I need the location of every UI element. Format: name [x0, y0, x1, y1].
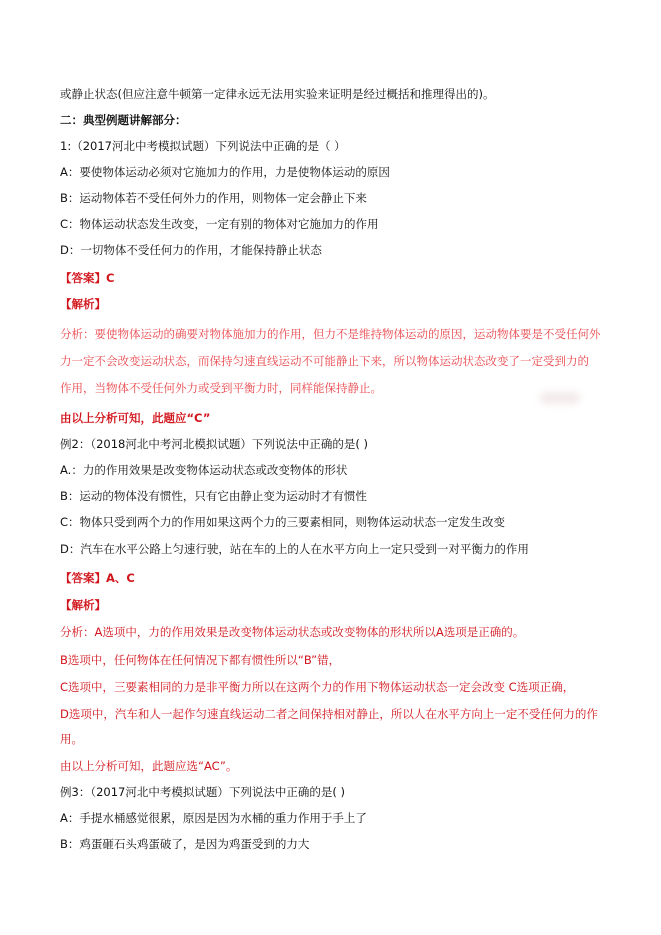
- question-2: 例2：（2018河北中考河北模拟试题）下列说法中正确的是( ): [60, 437, 368, 451]
- option-a: A：要使物体运动必须对它施加力的作用，力是使物体运动的原因: [60, 165, 390, 179]
- analysis-text: 分析：A选项中，力的作用效果是改变物体运动状态或改变物体的形状所以A选项是正确的。: [60, 625, 525, 639]
- conclusion: 由以上分析可知，此题应选“AC”。: [60, 759, 238, 773]
- option-a: A：手提水桶感觉很累，原因是因为水桶的重力作用于手上了: [60, 811, 367, 825]
- analysis-text: C选项中，三要素相同的力是非平衡力所以在这两个力的作用下物体运动状态一定会改变 C选项正确，: [60, 680, 575, 694]
- analysis-text: 分析：要使物体运动的确要对物体施加力的作用，但力不是维持物体运动的原因，运动物体要是不受任何外: [60, 327, 601, 341]
- analysis-label: 【解析】: [60, 598, 106, 612]
- text-line: 或静止状态(但应注意牛顿第一定律永远无法用实验来证明是经过概括和推理得出的)。: [60, 87, 495, 101]
- analysis-text: 作用，当物体不受任何外力或受到平衡力时，同样能保持静止。: [60, 381, 382, 395]
- blur-smudge: [540, 392, 580, 404]
- option-c: C：物体运动状态发生改变，一定有别的物体对它施加力的作用: [60, 217, 379, 231]
- question-1: 1:（2017河北中考模拟试题）下列说法中正确的是（ ）: [60, 139, 346, 153]
- option-d: D：一切物体不受任何力的作用，才能保持静止状态: [60, 243, 322, 257]
- analysis-text: 用。: [60, 732, 83, 746]
- option-b: B：运动的物体没有惯性，只有它由静止变为运动时才有惯性: [60, 489, 367, 503]
- option-b: B：鸡蛋砸石头鸡蛋破了，是因为鸡蛋受到的力大: [60, 837, 310, 851]
- section-heading: 二：典型例题讲解部分：: [60, 113, 187, 127]
- option-c: C：物体只受到两个力的作用如果这两个力的三要素相同，则物体运动状态一定发生改变: [60, 515, 506, 529]
- question-3: 例3：（2017河北中考模拟试题）下列说法中正确的是( ): [60, 785, 345, 799]
- analysis-text: D选项中，汽车和人一起作匀速直线运动二者之间保持相对静止，所以人在水平方向上一定不受任何力的作: [60, 707, 598, 721]
- answer-label: 【答案】A、C: [60, 571, 135, 585]
- analysis-text: 力一定不会改变运动状态，而保持匀速直线运动不可能静止下来，所以物体运动状态改变了一定受到力的: [60, 354, 589, 368]
- option-a: A.：力的作用效果是改变物体运动状态或改变物体的形状: [60, 463, 348, 477]
- option-d: D：汽车在水平公路上匀速行驶，站在车的上的人在水平方向上一定只受到一对平衡力的作用: [60, 542, 529, 556]
- answer-label: 【答案】C: [60, 271, 115, 285]
- analysis-label: 【解析】: [60, 297, 106, 311]
- option-b: B：运动物体若不受任何外力的作用，则物体一定会静止下来: [60, 191, 367, 205]
- conclusion: 由以上分析可知，此题应“C”: [60, 411, 211, 425]
- analysis-text: B选项中，任何物体在任何情况下都有惯性所以“B”错，: [60, 653, 341, 667]
